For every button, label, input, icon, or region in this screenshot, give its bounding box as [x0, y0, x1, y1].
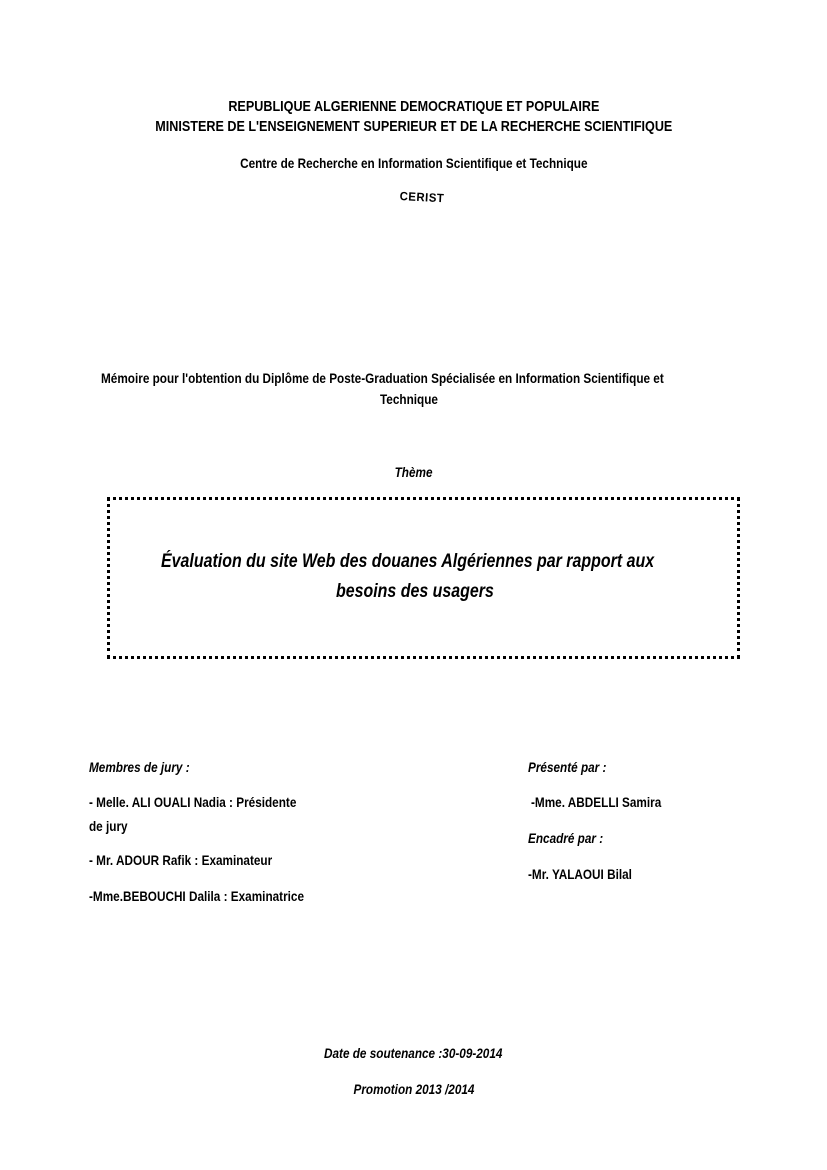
theme-title-line-2: besoins des usagers [336, 581, 494, 602]
jury-member-1-cont: de jury [89, 818, 128, 834]
defense-date: Date de soutenance :30-09-2014 [324, 1045, 503, 1061]
jury-heading: Membres de jury : [89, 759, 190, 775]
promotion-years: Promotion 2013 /2014 [353, 1081, 474, 1097]
theme-box [107, 497, 740, 659]
theme-label: Thème [394, 464, 433, 480]
memoire-line-1: Mémoire pour l'obtention du Diplôme de Poste-Graduation Spécialisée en Information Scientifique et [101, 370, 664, 386]
republic-heading: REPUBLIQUE ALGERIENNE DEMOCRATIQUE ET POPULAIRE [227, 98, 600, 115]
supervised-name: -Mr. YALAOUI Bilal [528, 866, 632, 882]
jury-member-2: - Mr. ADOUR Rafik : Examinateur [89, 852, 273, 868]
presented-heading: Présenté par : [528, 759, 607, 775]
cerist-logo: CERIST [399, 189, 445, 206]
jury-member-1: - Melle. ALI OUALI Nadia : Présidente [89, 794, 297, 810]
institution-name: Centre de Recherche en Information Scientifique et Technique [239, 155, 588, 171]
memoire-line-2: Technique [380, 391, 438, 407]
jury-member-3: -Mme.BEBOUCHI Dalila : Examinatrice [89, 888, 305, 904]
presented-name: -Mme. ABDELLI Samira [531, 794, 662, 810]
theme-title-line-1: Évaluation du site Web des douanes Algériennes par rapport aux [161, 551, 655, 572]
ministry-heading: MINISTERE DE L'ENSEIGNEMENT SUPERIEUR ET DE LA RECHERCHE SCIENTIFIQUE [154, 118, 673, 135]
supervised-heading: Encadré par : [528, 830, 604, 846]
